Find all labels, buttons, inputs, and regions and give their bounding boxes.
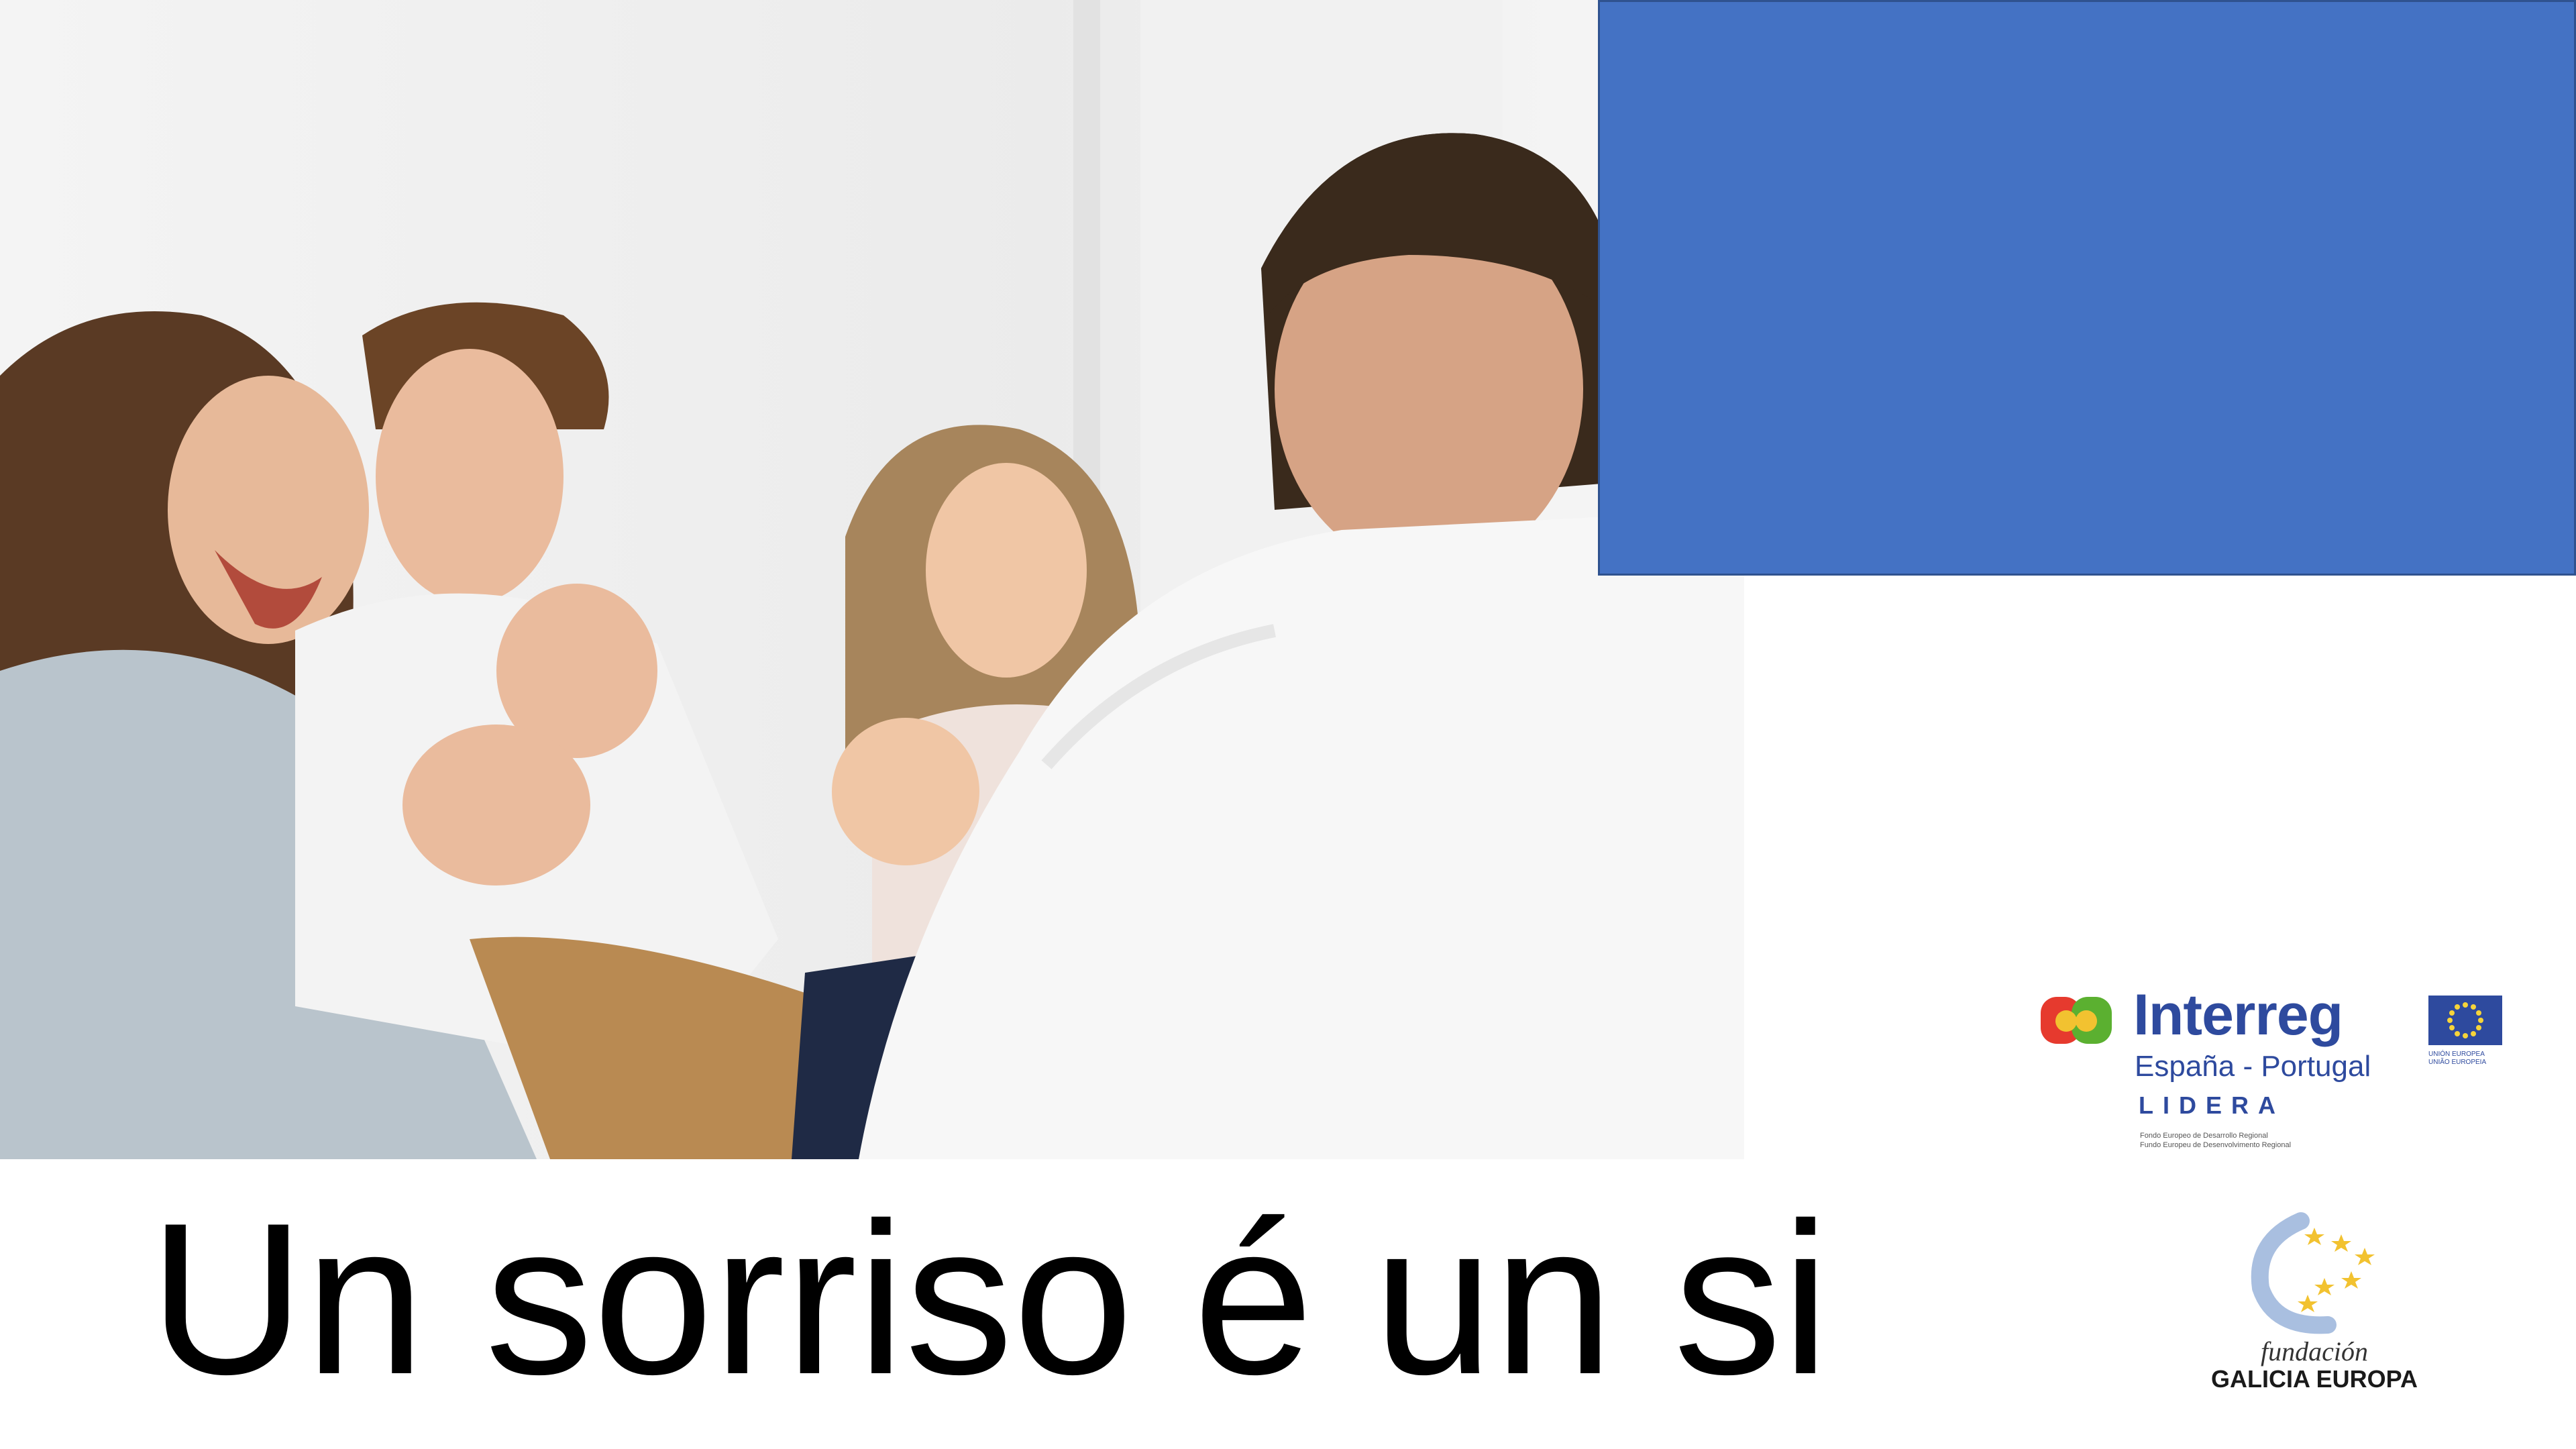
fund-line-1: Fondo Europeo de Desarrollo Regional — [2140, 1132, 2268, 1140]
eu-line-1: UNIÓN EUROPEA — [2428, 1051, 2485, 1058]
galicia-europa-logo — [2174, 1201, 2455, 1402]
interreg-mark-icon — [2039, 994, 2113, 1046]
interreg-fund-text — [2140, 1131, 2291, 1150]
slide-caption: Un sorriso é un si — [149, 1179, 1830, 1419]
blue-placeholder-box — [1598, 0, 2576, 576]
eu-line-2: UNIÃO EUROPEIA — [2428, 1059, 2487, 1066]
galicia-small-text: fundación — [2261, 1336, 2368, 1366]
galicia-big-text: GALICIA EUROPA — [2210, 1365, 2418, 1393]
interreg-logo — [2039, 983, 2509, 1154]
eu-text — [2428, 1051, 2509, 1067]
interreg-brand: Interreg — [2133, 983, 2343, 1047]
fund-line-2: Fundo Europeu de Desenvolvimento Regional — [2140, 1141, 2292, 1149]
interreg-program: España - Portugal — [2135, 1050, 2371, 1083]
eu-flag-icon — [2428, 996, 2502, 1045]
galicia-europa-emblem-icon — [2214, 1201, 2415, 1348]
interreg-project: LIDERA — [2139, 1091, 2285, 1119]
